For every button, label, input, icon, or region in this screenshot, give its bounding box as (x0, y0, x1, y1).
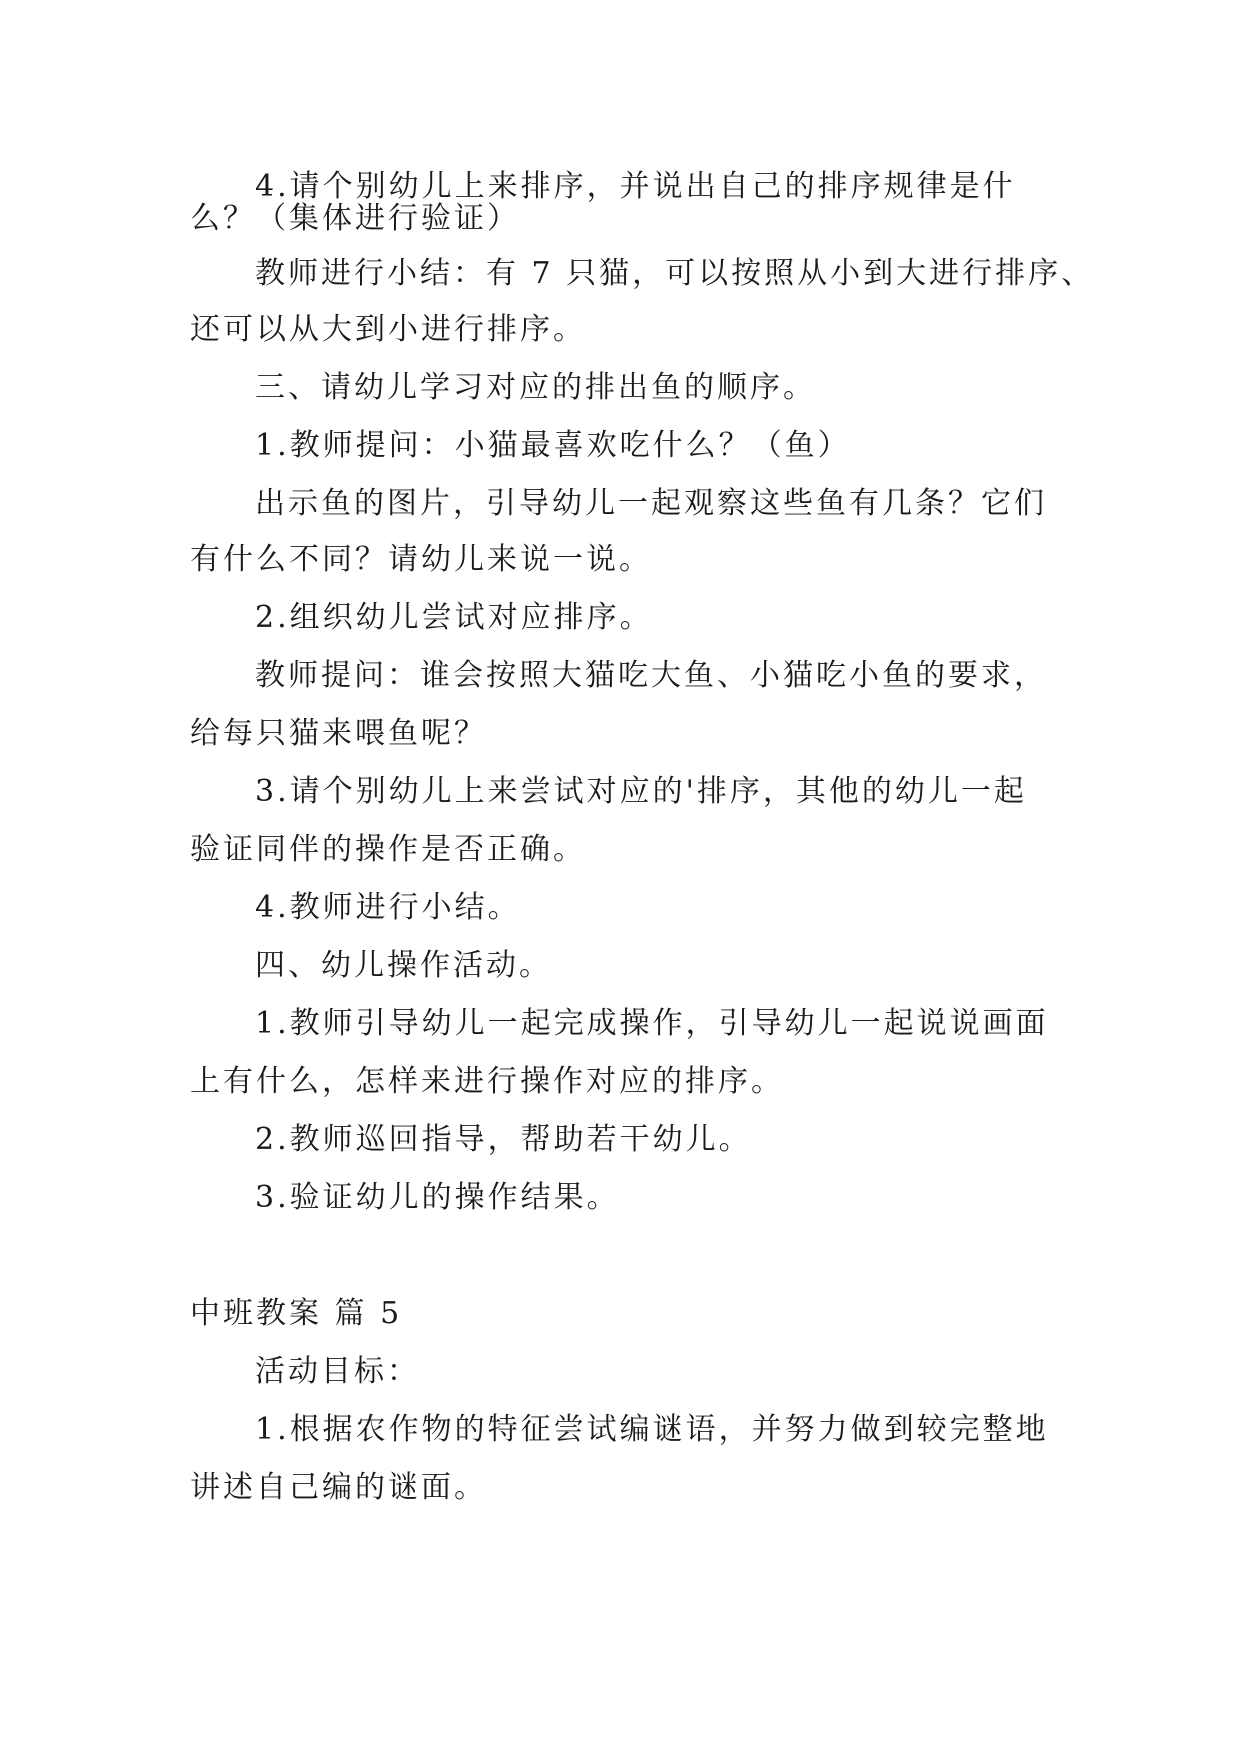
paragraph-line: 么？（集体进行验证） (190, 201, 520, 236)
paragraph-line: 讲述自己编的谜面。 (190, 1470, 487, 1505)
paragraph-line: 3.请个别幼儿上来尝试对应的'排序，其他的幼儿一起 (255, 774, 1027, 809)
paragraph-line: 2.组织幼儿尝试对应排序。 (255, 600, 653, 635)
paragraph-line: 出示鱼的图片，引导幼儿一起观察这些鱼有几条？它们 (255, 486, 1047, 521)
paragraph-line: 4.请个别幼儿上来排序，并说出自己的排序规律是什 (255, 169, 1016, 204)
paragraph-line: 3.验证幼儿的操作结果。 (255, 1180, 620, 1215)
paragraph-line: 教师提问：谁会按照大猫吃大鱼、小猫吃小鱼的要求， (255, 658, 1047, 693)
section-heading: 四、幼儿操作活动。 (255, 948, 552, 983)
section-heading: 活动目标： (255, 1354, 420, 1389)
paragraph-line: 2.教师巡回指导，帮助若干幼儿。 (255, 1122, 752, 1157)
paragraph-line: 验证同伴的操作是否正确。 (190, 832, 586, 867)
paragraph-line: 教师进行小结：有 7 只猫，可以按照从小到大进行排序、 (255, 256, 1095, 291)
section-heading: 三、请幼儿学习对应的排出鱼的顺序。 (255, 370, 816, 405)
paragraph-line: 4.教师进行小结。 (255, 890, 521, 925)
paragraph-line: 有什么不同？请幼儿来说一说。 (190, 542, 652, 577)
paragraph-line: 1.教师引导幼儿一起完成操作，引导幼儿一起说说画面 (255, 1006, 1049, 1041)
paragraph-line: 还可以从大到小进行排序。 (190, 312, 586, 347)
lesson-title: 中班教案 篇 5 (190, 1296, 403, 1331)
paragraph-line: 1.根据农作物的特征尝试编谜语，并努力做到较完整地 (255, 1412, 1049, 1447)
paragraph-line: 给每只猫来喂鱼呢？ (190, 716, 487, 751)
paragraph-line: 上有什么，怎样来进行操作对应的排序。 (190, 1064, 784, 1099)
paragraph-line: 1.教师提问：小猫最喜欢吃什么？（鱼） (255, 428, 851, 463)
